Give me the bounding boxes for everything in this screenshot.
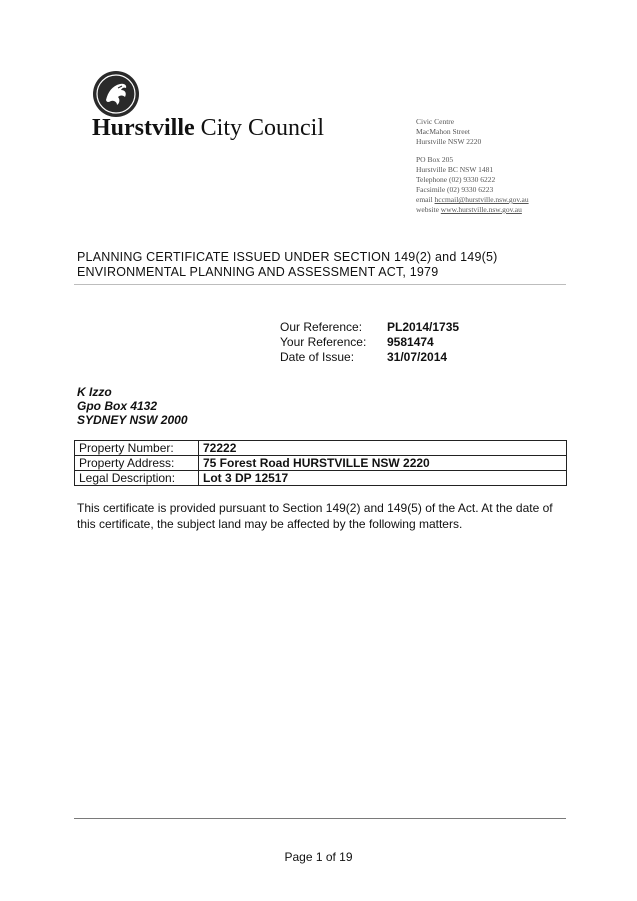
property-table xyxy=(74,440,567,486)
contact-line: Facsimile (02) 9330 6223 xyxy=(416,185,494,194)
footer-divider xyxy=(74,818,566,819)
reference-value: 9581474 xyxy=(387,335,434,349)
council-name-bold: Hurstville xyxy=(92,115,195,141)
page-number: Page 1 of 19 xyxy=(284,850,353,864)
contact-line: Telephone (02) 9330 6222 xyxy=(416,175,496,184)
addressee-line: K Izzo xyxy=(77,385,112,399)
council-contact-block xyxy=(416,117,616,215)
contact-line: Civic Centre xyxy=(416,117,455,126)
heading-divider xyxy=(74,284,566,285)
reference-label: Your Reference: xyxy=(280,335,367,349)
property-label: Property Address: xyxy=(75,456,199,471)
email-label: email xyxy=(416,195,435,204)
property-value: 72222 xyxy=(199,441,567,456)
table-row xyxy=(75,456,567,471)
reference-row xyxy=(280,350,459,365)
reference-value: PL2014/1735 xyxy=(387,320,460,334)
email-link[interactable]: hccmail@hurstville.nsw.gov.au xyxy=(434,195,529,204)
intro-paragraph: This certificate is provided pursuant to Section 149(2) and 149(5) of the Act. At the date of this certificate, the subject land may be affected by the following matters. xyxy=(77,501,553,531)
property-label: Legal Description: xyxy=(75,471,199,486)
contact-line: Hurstville BC NSW 1481 xyxy=(416,165,494,174)
property-value: 75 Forest Road HURSTVILLE NSW 2220 xyxy=(199,456,567,471)
reference-label: Date of Issue: xyxy=(280,350,355,364)
website-label: website xyxy=(416,205,441,214)
contact-website-row xyxy=(416,205,616,215)
contact-line: MacMahon Street xyxy=(416,127,470,136)
council-name xyxy=(92,115,324,142)
contact-line: PO Box 205 xyxy=(416,155,454,164)
reference-block xyxy=(280,320,459,365)
addressee-block xyxy=(77,385,188,427)
table-row xyxy=(75,441,567,456)
heading-line-2: ENVIRONMENTAL PLANNING AND ASSESSMENT ACT, 1979 xyxy=(77,265,439,279)
contact-email-row xyxy=(416,195,616,205)
reference-row xyxy=(280,335,459,350)
council-logo-icon xyxy=(92,70,140,118)
reference-row xyxy=(280,320,459,335)
property-value: Lot 3 DP 12517 xyxy=(199,471,567,486)
addressee-line: SYDNEY NSW 2000 xyxy=(77,413,188,427)
council-name-rest: City Council xyxy=(194,115,324,141)
certificate-heading xyxy=(77,250,497,280)
website-link[interactable]: www.hurstville.nsw.gov.au xyxy=(440,205,522,214)
addressee-line: Gpo Box 4132 xyxy=(77,399,158,413)
reference-label: Our Reference: xyxy=(280,320,363,334)
contact-line: Hurstville NSW 2220 xyxy=(416,137,482,146)
table-row xyxy=(75,471,567,486)
reference-value: 31/07/2014 xyxy=(387,350,448,364)
heading-line-1: PLANNING CERTIFICATE ISSUED UNDER SECTION 149(2) and 149(5) xyxy=(77,250,498,264)
property-label: Property Number: xyxy=(75,441,199,456)
